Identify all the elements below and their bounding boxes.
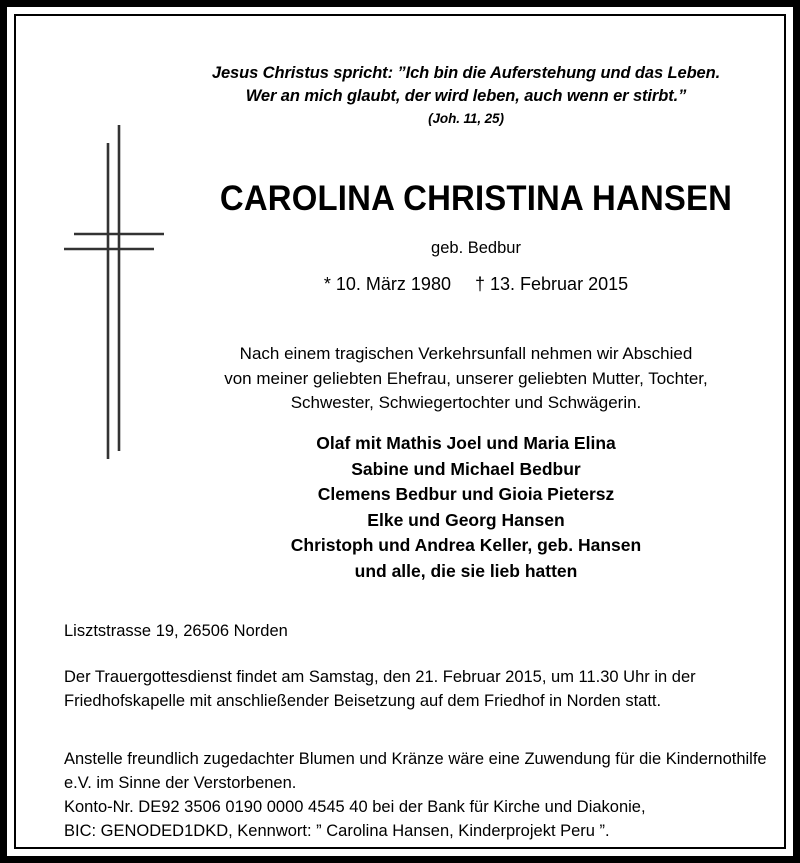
death-date: † 13. Februar 2015 — [475, 274, 629, 294]
bank-bic-line: BIC: GENODED1DKD, Kennwort: ” Carolina Hansen, Kinderprojekt Peru ”. — [64, 822, 610, 840]
list-item: Elke und Georg Hansen — [367, 509, 565, 530]
service-line-1: Der Trauergottesdienst findet am Samstag, den 21. Februar 2015, um 11.30 Uhr in — [64, 668, 668, 686]
birth-date: * 10. März 1980 — [323, 274, 451, 294]
list-item: Clemens Bedbur und Gioia Pietersz — [317, 484, 615, 504]
scripture-line-2: Wer an mich glaubt, der wird leben, auch wenn er stirbt.” — [245, 87, 687, 105]
life-dates — [186, 272, 766, 296]
family-address: Lisztstrasse 19, 26506 Norden — [64, 622, 288, 640]
service-line-3: statt. — [625, 692, 662, 710]
notice-content — [16, 16, 784, 847]
service-details — [64, 665, 770, 713]
service-line-2: der Friedhofskapelle mit anschließender Beisetzung auf dem Friedhof in Norden — [64, 668, 696, 710]
donation-details — [64, 747, 770, 843]
deceased-name: CAROLINA CHRISTINA HANSEN — [219, 179, 733, 218]
list-item: und alle, die sie lieb hatten — [354, 560, 578, 581]
deceased-maiden-name: geb. Bedbur — [431, 239, 521, 257]
list-item: Olaf mit Mathis Joel und Maria Elina — [316, 433, 616, 453]
list-item: Sabine und Michael Bedbur — [351, 458, 581, 479]
list-item: Christoph und Andrea Keller, geb. Hansen — [290, 535, 642, 555]
tribute-line-1: Nach einem tragischen Verkehrsunfall nehmen wir Abschied — [239, 344, 693, 363]
donation-line-1: Anstelle freundlich zugedachter Blumen und Kränze wäre eine Zuwendung für — [64, 750, 635, 768]
tribute-text — [176, 342, 756, 416]
scripture-line-1: Jesus Christus spricht: ”Ich bin die Auferstehung und das Leben. — [211, 64, 721, 82]
bank-account-line: Konto-Nr. DE92 3506 0190 0000 4545 40 bei der Bank für Kirche und Diakonie, — [64, 798, 646, 816]
tribute-line-3: Schwester, Schwiegertochter und Schwägerin. — [290, 393, 642, 412]
mourners-list — [176, 431, 756, 584]
scripture-quote — [186, 62, 746, 129]
tribute-line-2: von meiner geliebten Ehefrau, unserer geliebten Mutter, Tochter, — [224, 368, 708, 388]
donation-line-2: die Kindernothilfe e.V. im Sinne der Verstorbenen. — [64, 750, 767, 792]
scripture-reference: (Joh. 11, 25) — [428, 111, 504, 126]
